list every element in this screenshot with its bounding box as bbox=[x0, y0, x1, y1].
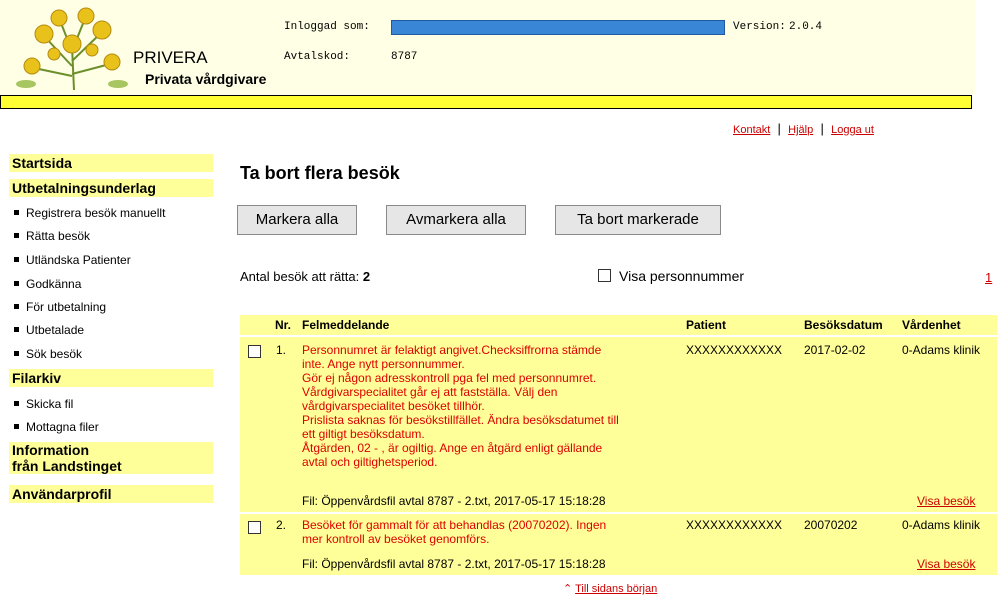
sidebar-item-label: Utbetalade bbox=[26, 323, 85, 337]
show-visit-link[interactable]: Visa besök bbox=[917, 557, 976, 571]
sidebar-item-label: För utbetalning bbox=[26, 300, 107, 314]
file-info: Fil: Öppenvårdsfil avtal 8787 - 2.txt, 2017-05-17 15:18:28 bbox=[302, 557, 606, 571]
bullet-icon bbox=[14, 327, 19, 332]
col-nr: Nr. bbox=[275, 318, 292, 332]
visit-date: 20070202 bbox=[804, 518, 858, 532]
agreement-code-label: Avtalskod: bbox=[284, 51, 351, 63]
sidebar-info-section[interactable] bbox=[9, 442, 213, 474]
error-message: Åtgärden, 02 - , är ogiltig. Ange en åtgärd enligt gällande bbox=[302, 441, 603, 455]
sidebar-info-line2: från Landstinget bbox=[12, 458, 122, 474]
error-message: Besöket för gammalt för att behandlas (20070202). Ingen bbox=[302, 518, 607, 532]
link-separator: | bbox=[816, 121, 828, 136]
visit-count-label: Antal besök att rätta: bbox=[240, 269, 360, 284]
sidebar-start[interactable]: Startsida bbox=[9, 154, 213, 172]
logged-in-user-redacted bbox=[391, 20, 725, 35]
row-checkbox[interactable] bbox=[248, 521, 261, 534]
mark-all-button[interactable]: Markera alla bbox=[237, 205, 357, 235]
sidebar-item-label: Mottagna filer bbox=[26, 420, 99, 434]
sidebar-item-send-file[interactable] bbox=[14, 397, 73, 411]
error-message: avtal och giltighetsperiod. bbox=[302, 455, 438, 469]
row-number: 1. bbox=[276, 343, 287, 357]
sidebar-item-register-visit[interactable] bbox=[14, 206, 165, 220]
sidebar-item-label: Rätta besök bbox=[26, 229, 91, 243]
patient-id: XXXXXXXXXXXX bbox=[686, 518, 783, 532]
brand-subtitle: Privata vårdgivare bbox=[145, 71, 267, 87]
sidebar-item-foreign-patients[interactable] bbox=[14, 253, 131, 267]
error-message: Vårdgivarspecialitet går ej att fastställa. Välj den bbox=[302, 385, 558, 399]
sidebar-item-label: Sök besök bbox=[26, 347, 83, 361]
flower-logo bbox=[14, 6, 134, 92]
sidebar-item-label: Utländska Patienter bbox=[26, 253, 131, 267]
error-messages bbox=[302, 343, 682, 469]
care-unit: 0-Adams klinik bbox=[902, 343, 981, 357]
bullet-icon bbox=[14, 351, 19, 356]
bullet-icon bbox=[14, 304, 19, 309]
bullet-icon bbox=[14, 401, 19, 406]
brand-name: PRIVERA bbox=[133, 48, 208, 67]
show-pnr-checkbox[interactable] bbox=[598, 269, 611, 282]
sidebar-item-label: Skicka fil bbox=[26, 397, 74, 411]
care-unit: 0-Adams klinik bbox=[902, 518, 981, 532]
row-number: 2. bbox=[276, 518, 287, 532]
sidebar-item-label: Godkänna bbox=[26, 277, 82, 291]
top-links bbox=[733, 121, 874, 136]
error-message: inte. Ange nytt personnummer. bbox=[302, 357, 465, 371]
sidebar-item-for-payment[interactable] bbox=[14, 300, 106, 314]
agreement-code-value: 8787 bbox=[391, 51, 418, 63]
unmark-all-button[interactable]: Avmarkera alla bbox=[386, 205, 526, 235]
version-value: 2.0.4 bbox=[789, 21, 823, 33]
page-title: Ta bort flera besök bbox=[240, 163, 400, 183]
row-divider bbox=[240, 512, 997, 514]
logged-in-label: Inloggad som: bbox=[284, 21, 370, 33]
double-chevron-up-icon: ⌃ bbox=[563, 583, 573, 595]
error-message: Personnumret är felaktigt angivet.Checksiffrorna stämde bbox=[302, 343, 602, 357]
bullet-icon bbox=[14, 257, 19, 262]
link-separator: | bbox=[773, 121, 785, 136]
page-number-link[interactable]: 1 bbox=[985, 270, 993, 285]
contact-link[interactable]: Kontakt bbox=[733, 124, 771, 136]
row-checkbox[interactable] bbox=[248, 345, 261, 358]
file-info: Fil: Öppenvårdsfil avtal 8787 - 2.txt, 2017-05-17 15:18:28 bbox=[302, 494, 606, 508]
col-date: Besöksdatum bbox=[804, 318, 883, 332]
sidebar-item-paid[interactable] bbox=[14, 323, 84, 337]
sidebar-item-label: Registrera besök manuellt bbox=[26, 206, 166, 220]
error-messages bbox=[302, 518, 682, 546]
bullet-icon bbox=[14, 233, 19, 238]
header-divider bbox=[0, 95, 972, 109]
bullet-icon bbox=[14, 424, 19, 429]
sidebar-item-approve[interactable] bbox=[14, 277, 81, 291]
show-pnr-label: Visa personnummer bbox=[619, 268, 745, 284]
bullet-icon bbox=[14, 210, 19, 215]
error-message: mer kontroll av besöket genomförs. bbox=[302, 532, 490, 546]
col-unit: Vårdenhet bbox=[902, 318, 961, 332]
col-error: Felmeddelande bbox=[302, 318, 390, 332]
bullet-icon bbox=[14, 281, 19, 286]
show-visit-link[interactable]: Visa besök bbox=[917, 494, 976, 508]
sidebar-item-received-files[interactable] bbox=[14, 420, 99, 434]
back-to-top[interactable] bbox=[563, 582, 657, 595]
logout-link[interactable]: Logga ut bbox=[831, 124, 874, 136]
help-link[interactable]: Hjälp bbox=[788, 124, 814, 136]
delete-marked-button[interactable]: Ta bort markerade bbox=[555, 205, 721, 235]
visit-count-value: 2 bbox=[362, 269, 371, 284]
visit-count bbox=[240, 269, 370, 284]
sidebar-info-line1: Information bbox=[12, 442, 89, 458]
back-to-top-label: Till sidans början bbox=[575, 583, 658, 595]
row-divider bbox=[240, 335, 997, 337]
version-label: Version: bbox=[733, 21, 786, 33]
sidebar-item-correct-visit[interactable] bbox=[14, 229, 90, 243]
error-message: Prislista saknas för besökstillfället. Ändra besöksdatumet till bbox=[302, 413, 619, 427]
sidebar-item-search-visit[interactable] bbox=[14, 347, 82, 361]
error-message: ett giltigt besöksdatum. bbox=[302, 427, 425, 441]
sidebar-profile-section[interactable]: Användarprofil bbox=[9, 485, 213, 503]
sidebar-payment-section[interactable]: Utbetalningsunderlag bbox=[9, 179, 213, 197]
patient-id: XXXXXXXXXXXX bbox=[686, 343, 783, 357]
error-message: Gör ej någon adresskontroll pga fel med personnumret. bbox=[302, 371, 597, 385]
visit-date: 2017-02-02 bbox=[804, 343, 866, 357]
sidebar-files-section[interactable]: Filarkiv bbox=[9, 369, 213, 387]
error-message: vårdgivarspecialitet besöket tillhör. bbox=[302, 399, 485, 413]
col-patient: Patient bbox=[686, 318, 727, 332]
